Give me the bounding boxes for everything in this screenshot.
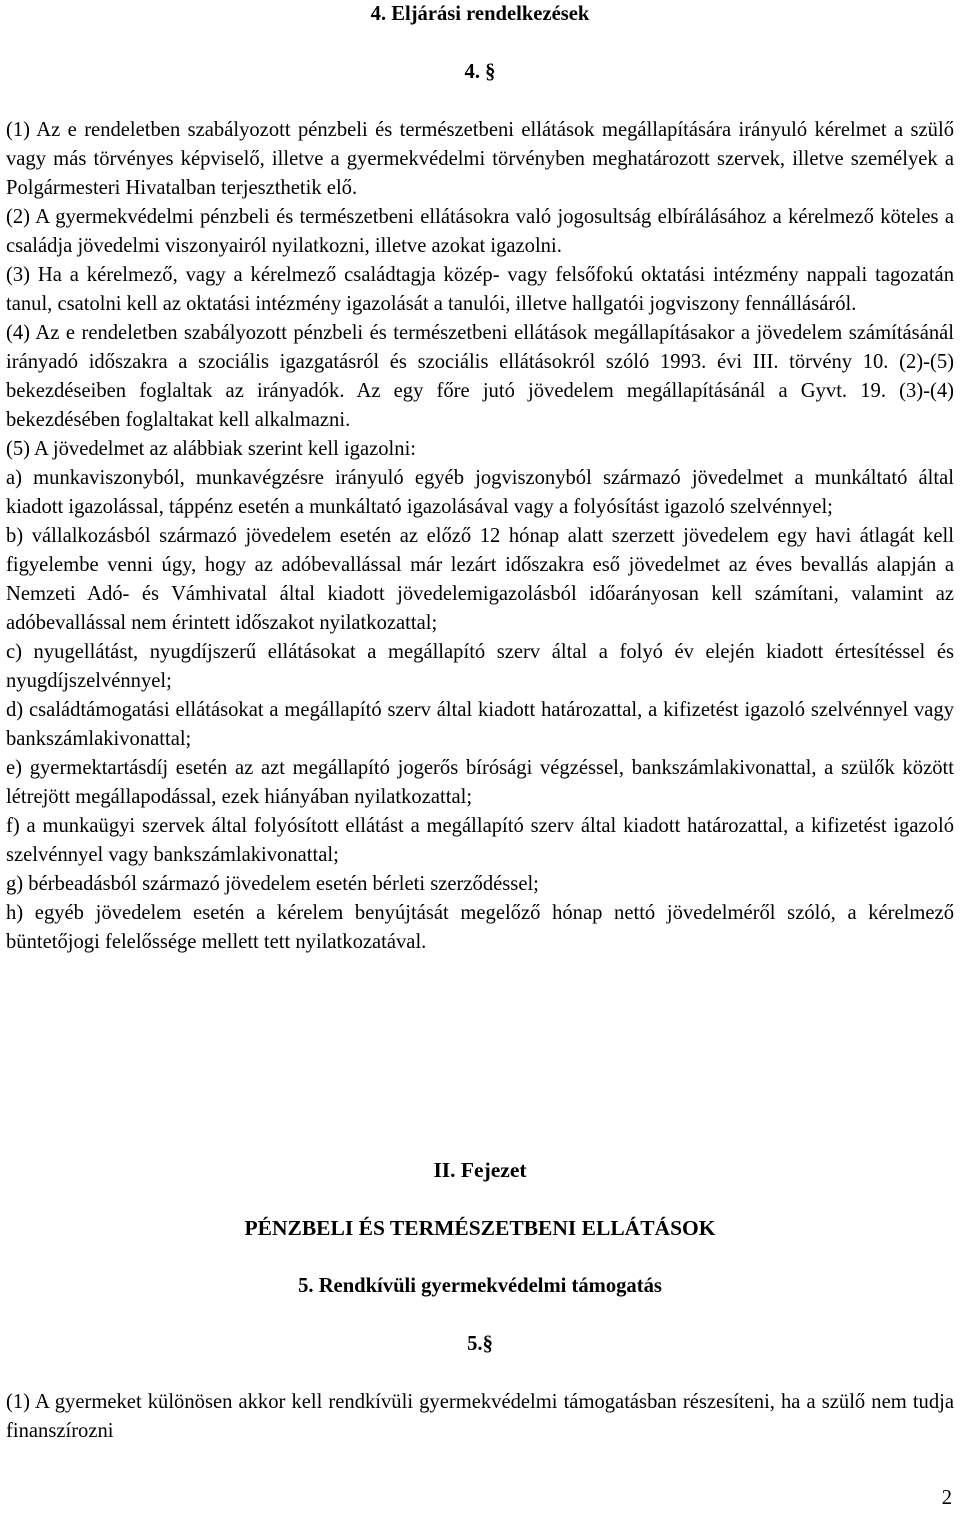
list-item-h: h) egyéb jövedelem esetén a kérelem benyújtását megelőző hónap nettó jövedelméről szóló, a kérelmező büntetőjogi felelőssége mellett tett nyilatkozatával.	[6, 902, 954, 953]
subchapter-5-title: 5. Rendkívüli gyermekvédelmi támogatás	[298, 1275, 662, 1297]
list-item-g: g) bérbeadásból származó jövedelem esetén bérleti szerződéssel;	[6, 873, 539, 895]
list-item-c: c) nyugellátást, nyugdíjszerű ellátásokat a megállapító szerv által a folyó év elején kiadott értesítéssel és nyugdíjszelvénnyel;	[6, 641, 954, 692]
section-sign-icon: §	[482, 1333, 493, 1355]
paragraph-4-4: (4) Az e rendeletben szabályozott pénzbeli és természetbeni ellátások megállapításakor a jövedelem számításánál irányadó időszakra a szociális igazgatásról és szociális ellátásokról szóló 1993. évi III. törvény 10. (2)-(5) bekezdéseiben foglaltak az irányadók. Az egy főre jutó jövedelem megállapításánál a Gyvt. 19. (3)-(4) bekezdésében foglaltakat kell alkalmazni.	[6, 322, 954, 431]
chapter-ii-title: PÉNZBELI ÉS TERMÉSZETBENI ELLÁTÁSOK	[244, 1216, 716, 1240]
paragraph-4-3: (3) Ha a kérelmező, vagy a kérelmező családtagja közép- vagy felsőfokú oktatási intézmény nappali tagozatán tanul, csatolni kell az oktatási intézmény igazolását a tanulói, illetve hallgatói jogviszony fennállásáról.	[6, 264, 954, 315]
section-4-body	[6, 116, 954, 957]
paragraph-4-2: (2) A gyermekvédelmi pénzbeli és természetbeni ellátásokra való jogosultság elbírálásához a kérelmező köteles a családja jövedelmi viszonyairól nyilatkozni, illetve azokat igazolni.	[6, 206, 954, 257]
list-item-b: b) vállalkozásból származó jövedelem esetén az előző 12 hónap alatt szerzett jövedelem egy havi átlagát kell figyelembe venni úgy, hogy az adóbevallással már lezárt időszakra eső jövedelmet az éves bevallás alapján a Nemzeti Adó- és Vámhivatal által kiadott jövedelemigazolásból időarányosan kell számítani, valamint az adóbevallással nem érintett időszakot nyilatkozattal;	[6, 525, 954, 634]
paragraph-4-5: (5) A jövedelmet az alábbiak szerint kell igazolni:	[6, 438, 417, 460]
section-5-title	[0, 1330, 960, 1359]
section-5-body	[6, 1388, 954, 1446]
section-4-title: 4. §	[464, 61, 496, 83]
chapter-ii-heading: II. Fejezet	[433, 1158, 527, 1182]
section-5-number: 5.	[467, 1333, 483, 1355]
paragraph-5-1: (1) A gyermeket különösen akkor kell rendkívüli gyermekvédelmi támogatásban részesíteni, ha a szülő nem tudja finanszírozni	[6, 1391, 954, 1442]
paragraph-4-1: (1) Az e rendeletben szabályozott pénzbeli és természetbeni ellátások megállapítására irányuló kérelmet a szülő vagy más törvényes képviselő, illetve a gyermekvédelmi törvényben meghatározott szervek, illetve személyek a Polgármesteri Hivatalban terjeszthetik elő.	[6, 119, 954, 199]
list-item-d: d) családtámogatási ellátásokat a megállapító szerv által kiadott határozattal, a kifizetést igazoló szelvénnyel vagy bankszámlakivonattal;	[6, 699, 954, 750]
chapter-heading: 4. Eljárási rendelkezések	[370, 3, 590, 25]
page-number: 2	[941, 1487, 952, 1509]
list-item-e: e) gyermektartásdíj esetén az azt megállapító jogerős bírósági végzéssel, bankszámlakivonattal, a szülők között létrejött megállapodással, ezek hiányában nyilatkozattal;	[6, 757, 954, 808]
list-item-f: f) a munkaügyi szervek által folyósított ellátást a megállapító szerv által kiadott határozattal, a kifizetést igazoló szelvénnyel vagy bankszámlakivonattal;	[6, 815, 954, 866]
list-item-a: a) munkaviszonyból, munkavégzésre irányuló egyéb jogviszonyból származó jövedelmet a munkáltató által kiadott igazolással, táppénz esetén a munkáltató igazolásával vagy a folyósítást igazoló szelvénnyel;	[6, 467, 954, 518]
